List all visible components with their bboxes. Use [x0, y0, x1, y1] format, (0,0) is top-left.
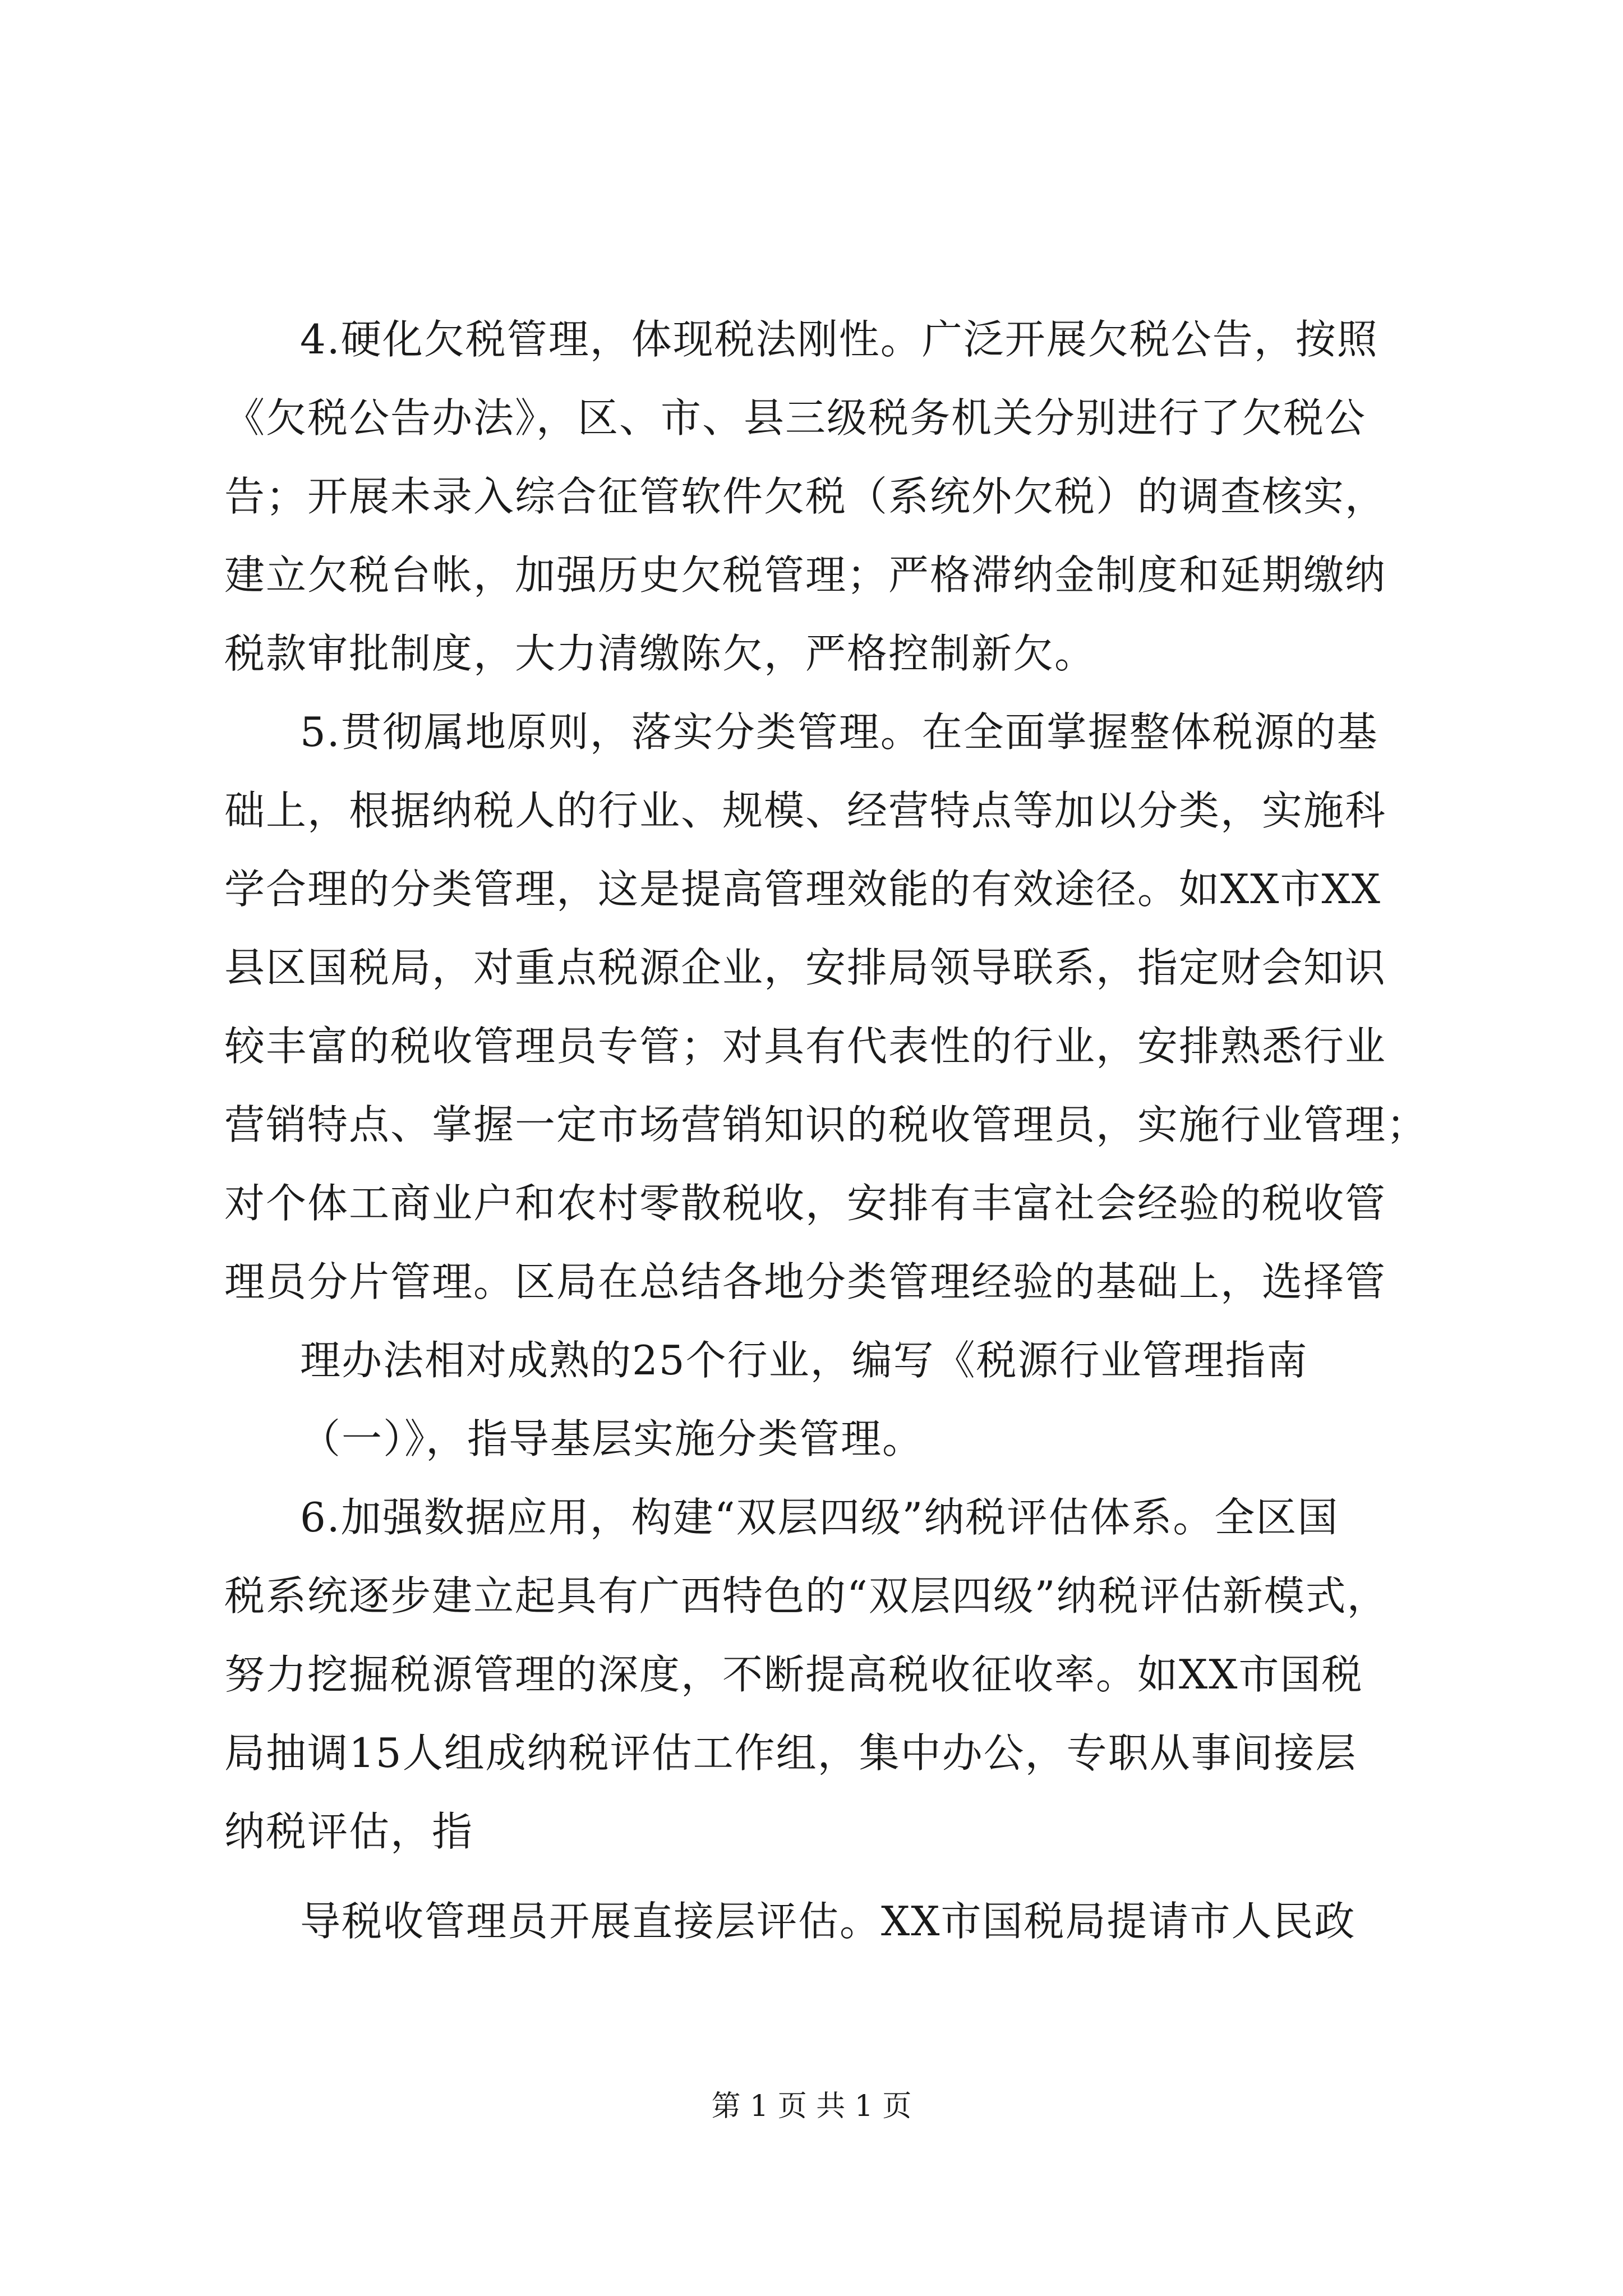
text-line: 税款审批制度，大力清缴陈欠，严格控制新欠。 — [224, 630, 1096, 677]
text-line: 建立欠税台帐，加强历史欠税管理；严格滞纳金制度和延期缴纳 — [224, 551, 1387, 599]
text-line: 营销特点、掌握一定市场营销知识的税收管理员，实施行业管理； — [224, 1101, 1428, 1148]
text-line: 6.加强数据应用，构建“双层四级”纳税评估体系。全区国 — [300, 1494, 1339, 1541]
text-line: 税系统逐步建立起具有广西特色的“双层四级”纳税评估新模式， — [224, 1572, 1389, 1619]
page-footer: 第 1 页 共 1 页 — [711, 2090, 912, 2123]
text-line: 告；开展未录入综合征管软件欠税（系统外欠税）的调查核实， — [224, 473, 1387, 520]
text-line: 对个体工商业户和农村零散税收，安排有丰富社会经验的税收管 — [224, 1180, 1387, 1227]
text-line: 局抽调15人组成纳税评估工作组，集中办公，专职从事间接层 — [224, 1729, 1357, 1777]
text-line: 努力挖掘税源管理的深度，不断提高税收征收率。如XX市国税 — [224, 1651, 1363, 1698]
text-line: 理办法相对成熟的25个行业，编写《税源行业管理指南 — [300, 1337, 1308, 1384]
text-line: 础上，根据纳税人的行业、规模、经营特点等加以分类，实施科 — [224, 787, 1387, 834]
text-line: 《欠税公告办法》，区、市、县三级税务机关分别进行了欠税公 — [224, 394, 1367, 441]
text-line: 5.贯彻属地原则，落实分类管理。在全面掌握整体税源的基 — [300, 708, 1378, 756]
text-line: 纳税评估，指 — [224, 1808, 474, 1855]
text-line: 导税收管理员开展直接层评估。XX市国税局提请市人民政 — [300, 1898, 1356, 1945]
text-line: 县区国税局，对重点税源企业，安排局领导联系，指定财会知识 — [224, 944, 1387, 991]
text-line: 4.硬化欠税管理，体现税法刚性。广泛开展欠税公告，按照 — [300, 316, 1378, 363]
text-line: 较丰富的税收管理员专管；对具有代表性的行业，安排熟悉行业 — [224, 1023, 1387, 1070]
text-line: （一）》，指导基层实施分类管理。 — [300, 1415, 924, 1462]
text-line: 理员分片管理。区局在总结各地分类管理经验的基础上，选择管 — [224, 1258, 1387, 1305]
text-line: 学合理的分类管理，这是提高管理效能的有效途径。如XX市XX — [224, 866, 1382, 913]
